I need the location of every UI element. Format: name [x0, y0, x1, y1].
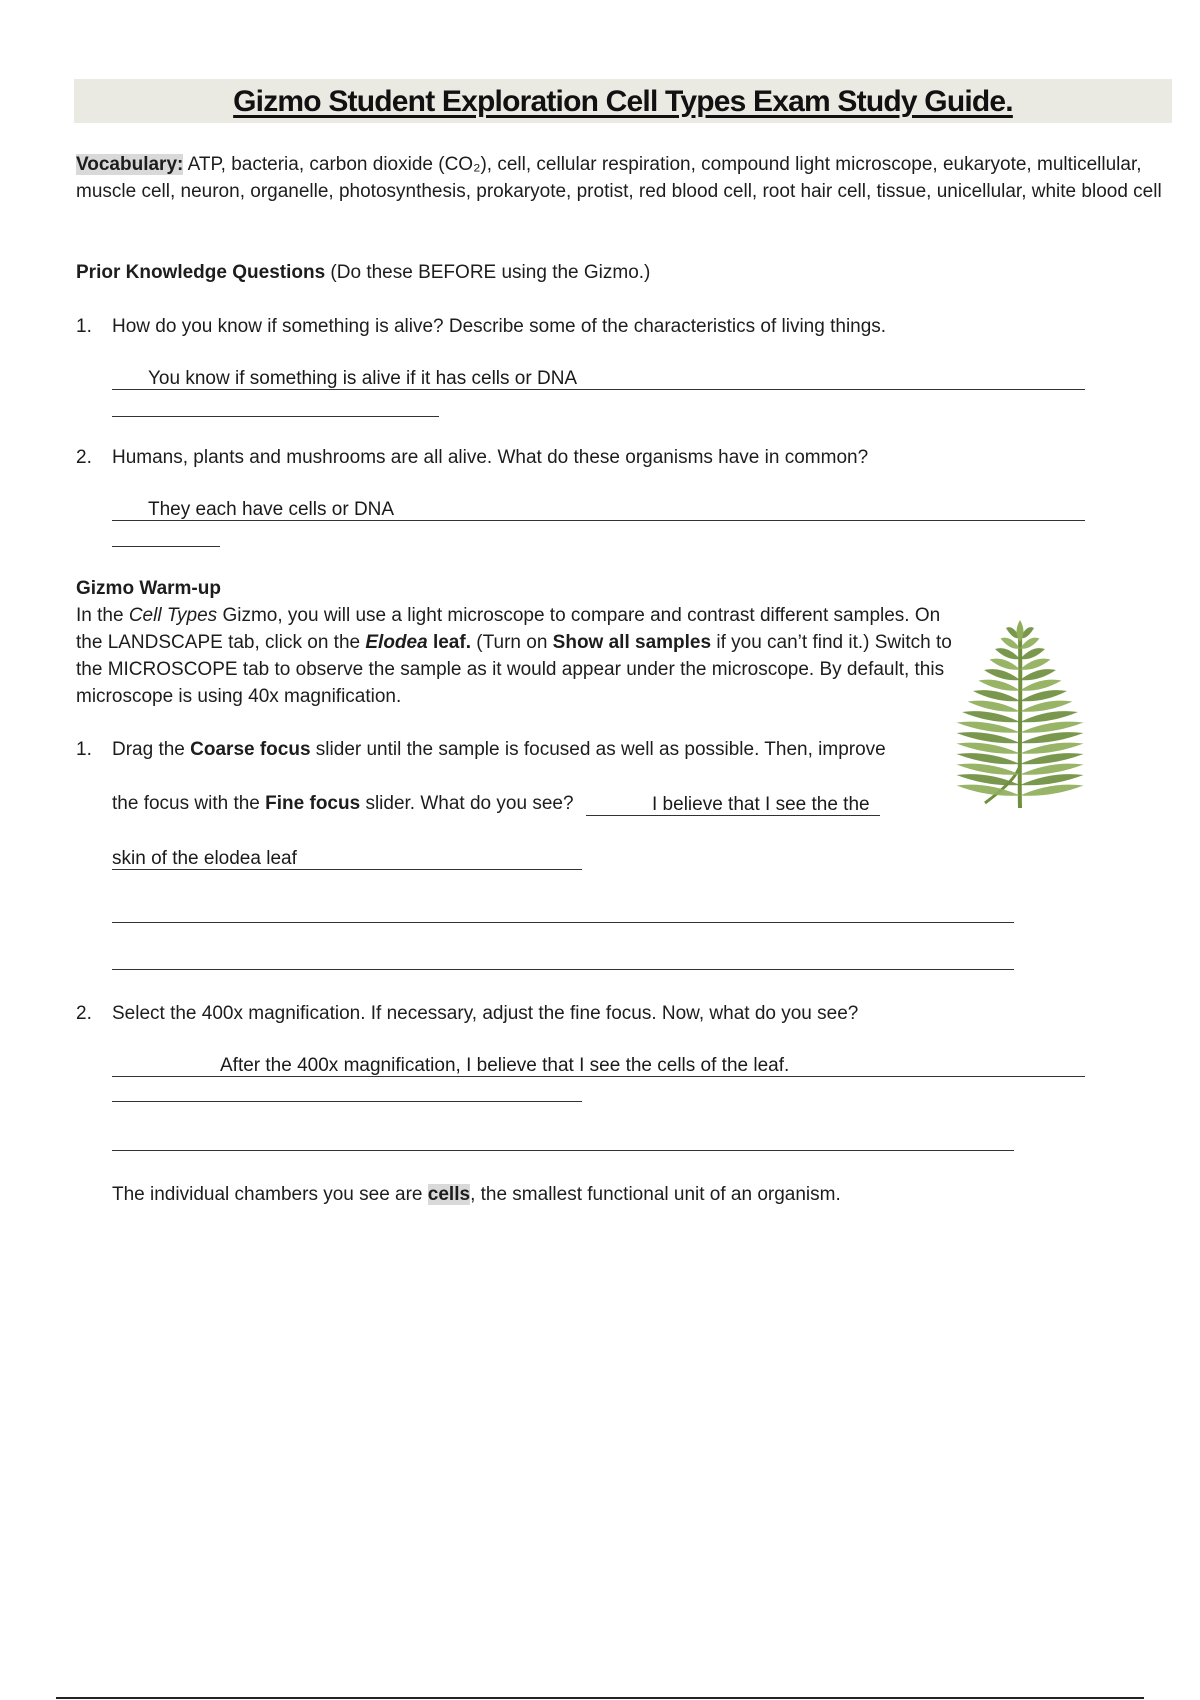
elodea-leaf	[973, 690, 1020, 701]
answer-line	[112, 1076, 1085, 1077]
elodea-leaf	[1020, 774, 1084, 785]
prior-knowledge-heading	[76, 259, 1076, 286]
wu-answer-1b: skin of the elodea leaf	[112, 848, 297, 869]
elodea-leaf	[979, 680, 1021, 691]
closing-cells: cells	[427, 1184, 471, 1205]
intro-elodea: Elodea	[365, 632, 428, 653]
closing-text: , the smallest functional unit of an organism.	[470, 1184, 841, 1205]
elodea-leaf	[1020, 785, 1084, 796]
elodea-leaf	[968, 701, 1021, 712]
pk-question-2-text: Humans, plants and mushrooms are all alive. What do these organisms have in common?	[112, 447, 869, 468]
elodea-leaf	[1020, 722, 1084, 733]
elodea-leaf	[1020, 764, 1084, 775]
q1-text: slider. What do you see?	[360, 793, 574, 814]
answer-line	[112, 969, 1014, 970]
answer-line	[112, 416, 439, 417]
elodea-leaf	[1020, 690, 1067, 701]
elodea-leaf	[1020, 680, 1062, 691]
pk-answer-1: You know if something is alive if it has cells or DNA	[148, 368, 578, 389]
elodea-leaf	[1001, 638, 1021, 649]
wu-answer-1a: I believe that I see the the	[652, 794, 870, 815]
wu-question-1-line1	[112, 736, 932, 763]
elodea-leaf	[957, 732, 1021, 743]
page-title: Gizmo Student Exploration Cell Types Exam Study Guide.	[233, 85, 1013, 118]
closing-statement	[112, 1181, 1112, 1208]
elodea-leaf	[1020, 701, 1073, 712]
elodea-leaf	[957, 722, 1021, 733]
elodea-tip	[1017, 620, 1024, 642]
elodea-leaf	[957, 785, 1021, 796]
intro-text: if you can’t find it.) Switch to the MICROSCOPE tab to observe the sample as it would appear under the microscope. By default, this microscope is using 40x magnification.	[76, 632, 952, 707]
pk-question-1-number: 1.	[76, 316, 92, 337]
title-bar	[74, 79, 1172, 123]
q1-text: Drag the	[112, 739, 191, 760]
elodea-leaf	[995, 648, 1020, 659]
prior-knowledge-title: Prior Knowledge Questions	[76, 262, 326, 283]
vocabulary-paragraph	[76, 151, 1166, 205]
pk-answer-2: They each have cells or DNA	[148, 499, 395, 520]
pk-question-2-number: 2.	[76, 447, 92, 468]
intro-show-all: Show all samples	[552, 632, 712, 653]
elodea-leaf	[957, 753, 1021, 764]
warmup-heading: Gizmo Warm-up	[76, 578, 221, 599]
elodea-leaf	[1020, 743, 1084, 754]
q1-text: slider until the sample is focused as well as possible. Then, improve	[310, 739, 886, 760]
elodea-leaf	[1020, 711, 1078, 722]
wu-question-2-text: Select the 400x magnification. If necessary, adjust the fine focus. Now, what do you see?	[112, 1003, 859, 1024]
footer-rule	[56, 1697, 1144, 1699]
elodea-leaf	[957, 743, 1021, 754]
elodea-leaf	[984, 669, 1020, 680]
answer-line	[112, 1101, 582, 1102]
elodea-leaf	[1020, 753, 1084, 764]
elodea-leaf	[1020, 669, 1056, 680]
intro-text: Gizmo, you will use a light microscope to compare and contrast different samples. On the LANDSCAPE tab, click on the	[76, 605, 941, 653]
q1-text: the focus with the	[112, 793, 266, 814]
answer-line	[112, 1150, 1014, 1151]
wu-question-1-number: 1.	[76, 739, 92, 760]
intro-text: (Turn on	[471, 632, 553, 653]
answer-line	[112, 520, 1085, 521]
elodea-leaf	[990, 659, 1021, 670]
answer-line	[112, 922, 1014, 923]
closing-text: The individual chambers you see are	[112, 1184, 428, 1205]
answer-line	[112, 546, 220, 547]
elodea-leaf	[1020, 659, 1051, 670]
elodea-leaf	[962, 711, 1020, 722]
wu-question-2-number: 2.	[76, 1003, 92, 1024]
vocabulary-terms: ATP, bacteria, carbon dioxide (CO₂), cell, cellular respiration, compound light microscope, eukaryote, multicellular, muscle cell, neuron, organelle, photosynthesis, prokaryote, protist, red blood cell, root hair cell, tissue, unicellular, white blood cell	[76, 154, 1162, 202]
intro-cell-types: Cell Types	[128, 605, 218, 626]
elodea-plant-icon	[945, 618, 1095, 808]
intro-leaf: leaf.	[427, 632, 471, 653]
prior-knowledge-note: (Do these BEFORE using the Gizmo.)	[325, 262, 651, 283]
q1-fine-focus: Fine focus	[265, 793, 361, 814]
pk-question-1-text: How do you know if something is alive? Describe some of the characteristics of living things.	[112, 316, 887, 337]
q1-coarse-focus: Coarse focus	[190, 739, 311, 760]
answer-line	[112, 389, 1085, 390]
elodea-leaf	[1020, 638, 1040, 649]
elodea-leaf	[957, 764, 1021, 775]
intro-text: In the	[76, 605, 129, 626]
vocabulary-label: Vocabulary:	[76, 154, 184, 175]
elodea-leaf	[1020, 732, 1084, 743]
warmup-intro	[76, 602, 956, 710]
wu-question-1-line2	[112, 790, 574, 817]
wu-answer-2: After the 400x magnification, I believe that I see the cells of the leaf.	[220, 1055, 790, 1076]
elodea-leaf	[1020, 648, 1045, 659]
answer-line	[112, 869, 582, 870]
